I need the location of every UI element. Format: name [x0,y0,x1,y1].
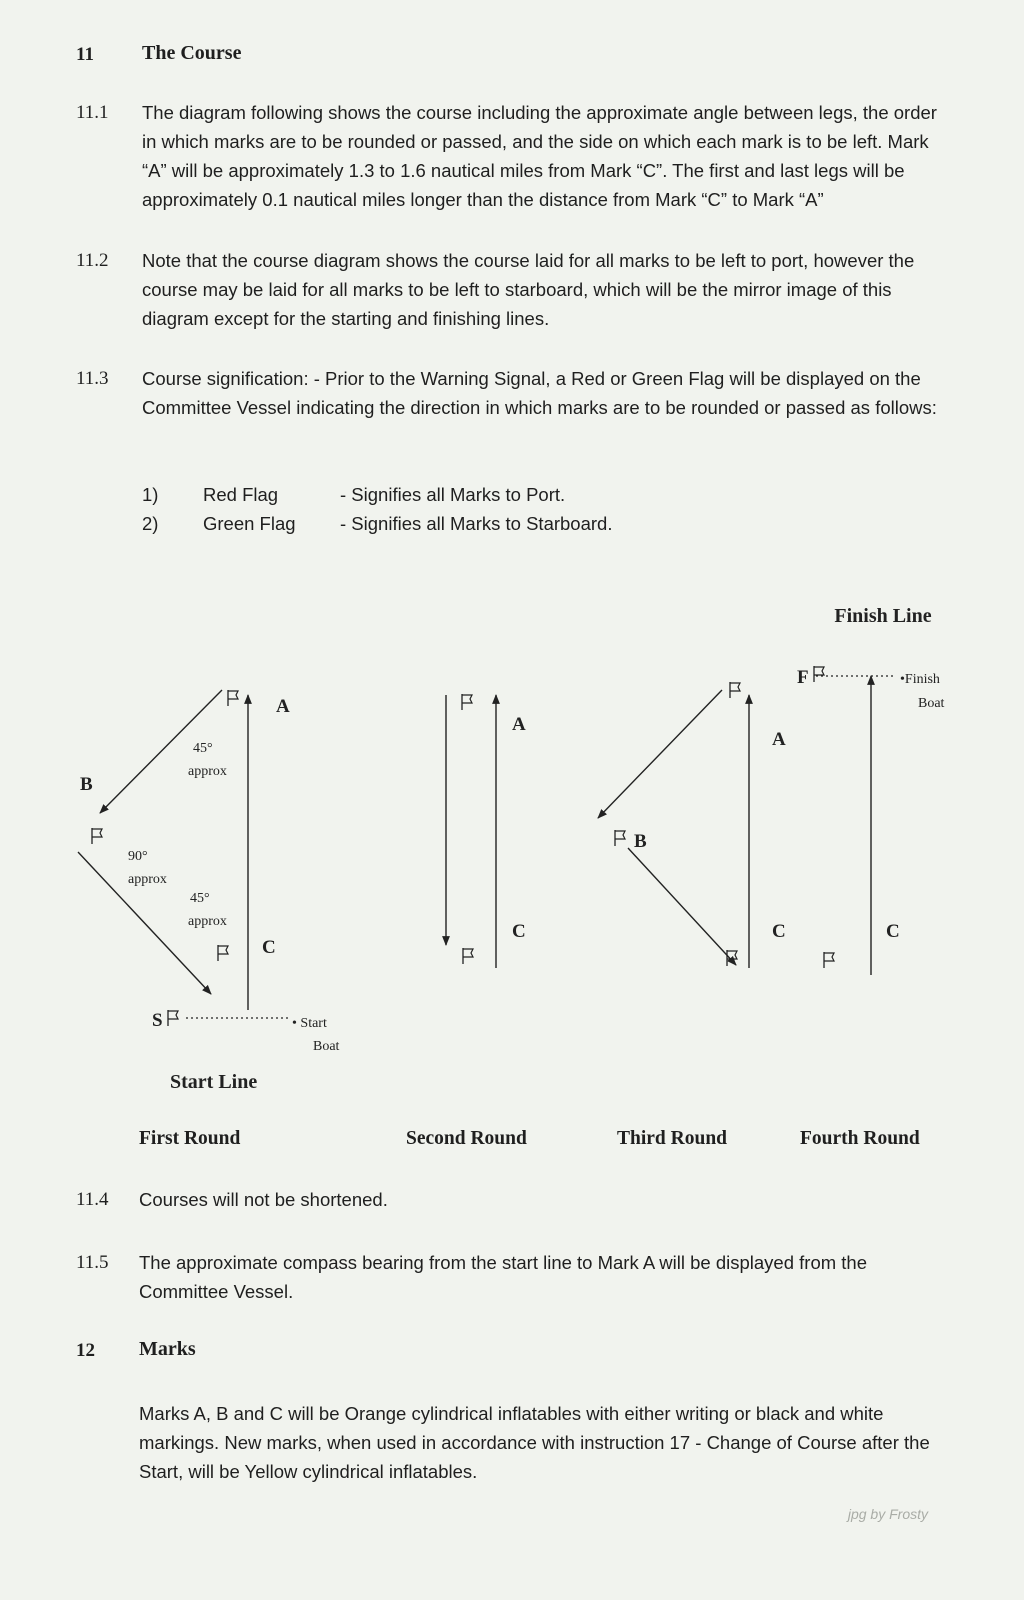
item-11-4-number: 11.4 [76,1189,109,1210]
first-round-diagram [78,690,340,1093]
leg-b-to-c [628,848,736,965]
finish-mark-flag-icon [814,666,824,682]
item-11-3-number: 11.3 [76,368,109,389]
second-round-diagram [446,694,526,968]
mark-a-label: A [512,714,526,735]
item-11-5-paragraph: The approximate compass bearing from the start line to Mark A will be displayed from the Committee Vessel. [139,1252,868,1302]
mark-c-label: C [772,921,786,942]
section-11-number: 11 [76,44,94,65]
item-11-3-text [142,364,954,422]
item-11-5-number: 11.5 [76,1252,109,1273]
mark-c-label: C [512,921,526,942]
item-11-2-paragraph: Note that the course diagram shows the course laid for all marks to be left to port, however the course may be laid for all marks to be left to starboard, which will be the mirror image of this diagram except for the starting and finishing lines. [142,250,915,329]
angle-45-bottom: 45° [190,891,210,906]
mark-c-label: C [262,937,276,958]
item-11-4-paragraph: Courses will not be shortened. [139,1189,388,1210]
round-label-fourth: Fourth Round [800,1128,920,1149]
angle-45-top: 45° [193,741,213,756]
leg-a-to-b [598,690,722,818]
item-11-5-text [139,1248,951,1306]
item-11-1-paragraph: The diagram following shows the course including the approximate angle between legs, the order in which marks are to be rounded or passed, and the side on which each mark is to be left. Mark “A” will be approximately 1.3 to 1.6 nautical miles from Mark “C”. The first and last legs will be approximately 0.1 nautical miles longer than the distance from Mark “C” to Mark “A” [142,102,937,210]
flag-2-index: 2) [142,513,159,534]
mark-c-flag-icon [824,952,834,968]
section-12-title: Marks [139,1338,196,1360]
item-11-2-text [142,246,954,333]
round-label-first: First Round [139,1128,241,1149]
flag-1-name: Red Flag [203,484,279,505]
section-12-number: 12 [76,1340,95,1361]
mark-b-flag-icon [92,828,102,844]
mark-b-label: B [80,774,93,795]
course-diagram [0,590,1004,1150]
mark-b-flag-icon [615,830,625,846]
start-mark-flag-icon [168,1010,178,1026]
finish-line-label: Finish Line [834,605,932,627]
item-11-4-text [139,1185,951,1214]
start-boat-word-2: Boat [313,1039,340,1054]
mark-a-flag-icon [730,682,740,698]
start-boat-word: Start [300,1016,327,1031]
mark-b-label: B [634,831,647,852]
finish-boat-label: •Finish [900,672,940,687]
finish-boat-word: Finish [904,672,940,687]
mark-c-label: C [886,921,900,942]
mark-a-flag-icon [462,694,472,710]
mark-f-label: F [797,667,809,688]
start-line-label: Start Line [170,1071,258,1093]
section-12-text [139,1399,951,1486]
mark-a-label: A [772,729,786,750]
flag-1-index: 1) [142,484,159,505]
item-11-1-text [142,98,954,214]
approx-90: approx [128,872,167,887]
approx-top: approx [188,764,227,779]
watermark: jpg by Frosty [847,1506,928,1522]
mark-c-flag-icon [463,948,473,964]
approx-bottom: approx [188,914,227,929]
item-11-3-paragraph: Course signification: - Prior to the Warning Signal, a Red or Green Flag will be displayed on the Committee Vessel indicating the direction in which marks are to be rounded or passed as follows: [142,368,937,418]
mark-a-flag-icon [228,690,238,706]
angle-90: 90° [128,849,148,864]
round-label-second: Second Round [406,1128,527,1149]
item-11-2-number: 11.2 [76,250,109,271]
finish-boat-word-2: Boat [918,696,945,711]
start-boat-label: • Start [292,1016,327,1031]
item-11-1-number: 11.1 [76,102,109,123]
flag-1-meaning: - Signifies all Marks to Port. [340,484,566,505]
round-label-third: Third Round [617,1128,728,1149]
flag-2-meaning: - Signifies all Marks to Starboard. [340,513,613,534]
mark-c-flag-icon [218,945,228,961]
fourth-round-diagram [797,666,945,975]
section-11-title: The Course [142,42,242,64]
third-round-diagram [598,682,786,968]
mark-s-label: S [152,1010,163,1031]
section-12-paragraph: Marks A, B and C will be Orange cylindrical inflatables with either writing or black and white markings. New marks, when used in accordance with instruction 17 - Change of Course after the Start, will be Yellow cylindrical inflatables. [139,1403,930,1482]
flag-2-name: Green Flag [203,513,296,534]
mark-a-label: A [276,696,290,717]
